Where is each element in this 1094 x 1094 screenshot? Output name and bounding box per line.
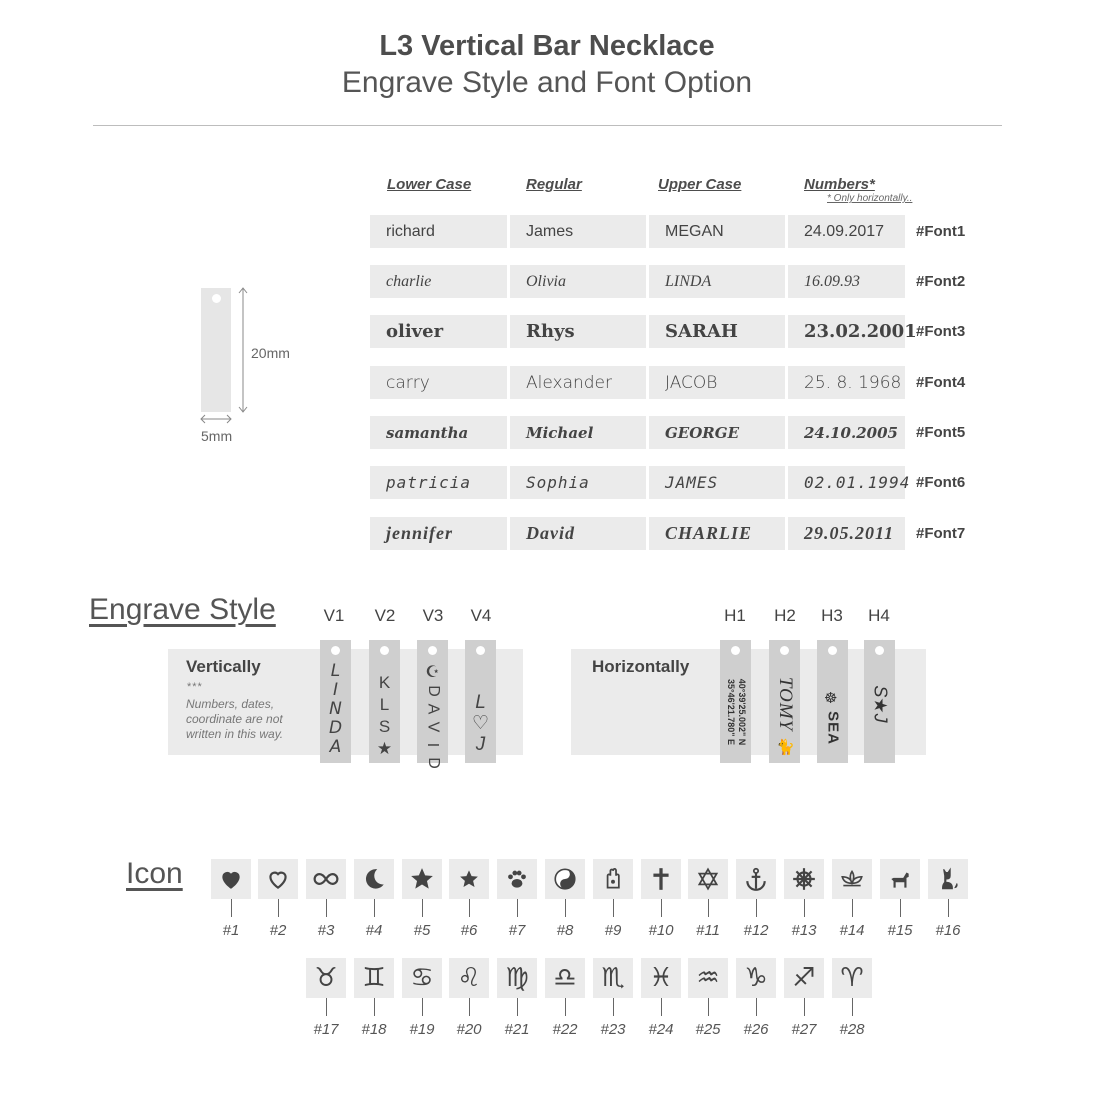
font-sample-upper-case: MEGAN bbox=[649, 215, 785, 248]
icon-leader-line bbox=[804, 998, 805, 1016]
font-sample-regular: Michael bbox=[510, 416, 646, 449]
aries-icon: ♈ bbox=[832, 958, 872, 998]
font-tag: #Font1 bbox=[916, 223, 966, 240]
font-sample-upper-case: LINDA bbox=[649, 265, 785, 298]
font-sample-regular: David bbox=[510, 517, 646, 550]
lotus-icon bbox=[832, 859, 872, 899]
icon-leader-line bbox=[326, 899, 327, 917]
scorpio-icon: ♏ bbox=[593, 958, 633, 998]
icon-leader-line bbox=[756, 899, 757, 917]
heart-icon bbox=[211, 859, 251, 899]
star-of-david-icon bbox=[688, 859, 728, 899]
icon-number: #2 bbox=[269, 922, 287, 939]
infinity-icon bbox=[306, 859, 346, 899]
h1-label: H1 bbox=[724, 606, 746, 625]
v1-label: V1 bbox=[323, 606, 345, 625]
star-small-icon bbox=[449, 859, 489, 899]
column-header-lower-case: Lower Case bbox=[387, 176, 472, 193]
v3-label: V3 bbox=[422, 606, 444, 625]
icon-number: #26 bbox=[743, 1021, 769, 1038]
icon-leader-line bbox=[469, 899, 470, 917]
column-header-upper-case: Upper Case bbox=[658, 176, 742, 193]
icon-leader-line bbox=[469, 998, 470, 1016]
tag-hole bbox=[380, 646, 389, 655]
font-tag: #Font4 bbox=[916, 374, 966, 391]
sagittarius-icon: ♐ bbox=[784, 958, 824, 998]
font-tag: #Font2 bbox=[916, 273, 966, 290]
height-dimension-arrow bbox=[236, 286, 250, 414]
horizontal-title: Horizontally bbox=[592, 657, 690, 676]
icon-leader-line bbox=[708, 899, 709, 917]
capricorn-icon: ♑ bbox=[736, 958, 776, 998]
icon-leader-line bbox=[661, 899, 662, 917]
icon-leader-line bbox=[708, 998, 709, 1016]
ship-wheel-icon bbox=[784, 859, 824, 899]
icon-number: #8 bbox=[556, 922, 574, 939]
star-icon: ★ bbox=[376, 739, 393, 758]
page-title: L3 Vertical Bar Necklace bbox=[379, 30, 715, 62]
font-sample-lower-case: charlie bbox=[370, 265, 507, 298]
icon-number: #13 bbox=[791, 922, 817, 939]
icon-number: #6 bbox=[460, 922, 478, 939]
font-sample-lower-case: carry bbox=[370, 366, 507, 399]
taurus-icon: ♉ bbox=[306, 958, 346, 998]
icon-number: #27 bbox=[791, 1021, 817, 1038]
star-icon bbox=[402, 859, 442, 899]
font-tag: #Font3 bbox=[916, 323, 966, 340]
font-sample-regular: Olivia bbox=[510, 265, 646, 298]
icon-number: #4 bbox=[365, 922, 383, 939]
anchor-icon bbox=[736, 859, 776, 899]
icon-number: #28 bbox=[839, 1021, 865, 1038]
font-sample-regular: Rhys bbox=[510, 315, 646, 348]
tag-hole bbox=[476, 646, 485, 655]
font-tag: #Font6 bbox=[916, 474, 966, 491]
font-sample-upper-case: JACOB bbox=[649, 366, 785, 399]
tag-hole bbox=[428, 646, 437, 655]
cancer-icon: ♋ bbox=[402, 958, 442, 998]
icon-leader-line bbox=[565, 899, 566, 917]
v4-label: V4 bbox=[470, 606, 492, 625]
tag-hole bbox=[780, 646, 789, 655]
icon-number: #22 bbox=[552, 1021, 578, 1038]
icon-number: #3 bbox=[317, 922, 335, 939]
tag-v3 bbox=[417, 640, 448, 769]
tag-h2 bbox=[769, 640, 800, 763]
column-header-numbers: Numbers* bbox=[804, 176, 875, 193]
icon-leader-line bbox=[517, 899, 518, 917]
icon-leader-line bbox=[231, 899, 232, 917]
tag-v3-text: ☪ D A V I D bbox=[424, 664, 442, 769]
tag-h4-text: S★J bbox=[870, 685, 890, 723]
icon-number: #17 bbox=[313, 1021, 339, 1038]
tag-v2 bbox=[369, 640, 400, 763]
icon-leader-line bbox=[852, 998, 853, 1016]
icon-number: #7 bbox=[508, 922, 526, 939]
font-sample-lower-case: patricia bbox=[370, 466, 507, 499]
font-sample-upper-case: JAMES bbox=[649, 466, 785, 499]
cross-icon bbox=[641, 859, 681, 899]
font-sample-upper-case: GEORGE bbox=[649, 416, 785, 449]
h4-label: H4 bbox=[868, 606, 890, 625]
font-tag: #Font7 bbox=[916, 525, 966, 542]
tag-v4-text: L ♡ J bbox=[471, 692, 490, 755]
font-sample-numbers: 24.09.2017 bbox=[788, 215, 905, 248]
tag-v1-text: L I N D A bbox=[328, 661, 343, 757]
icon-leader-line bbox=[756, 998, 757, 1016]
icon-number: #18 bbox=[361, 1021, 387, 1038]
tag-h1 bbox=[720, 640, 751, 763]
tag-v4 bbox=[465, 640, 496, 763]
icon-leader-line bbox=[422, 899, 423, 917]
font-tag: #Font5 bbox=[916, 424, 966, 441]
font-sample-lower-case: oliver bbox=[370, 315, 507, 348]
numbers-note: * Only horizontally.. bbox=[827, 193, 913, 204]
vertical-note: Numbers, dates, coordinate are not written in this way. bbox=[186, 697, 284, 741]
icon-leader-line bbox=[326, 998, 327, 1016]
icon-number: #23 bbox=[600, 1021, 626, 1038]
tag-h3-text: SEA bbox=[824, 711, 841, 745]
icon-number: #20 bbox=[456, 1021, 482, 1038]
icon-number: #21 bbox=[504, 1021, 530, 1038]
font-sample-lower-case: jennifer bbox=[370, 517, 507, 550]
icon-leader-line bbox=[374, 998, 375, 1016]
cat-icon bbox=[928, 859, 968, 899]
icon-leader-line bbox=[422, 998, 423, 1016]
font-sample-lower-case: samantha bbox=[370, 416, 507, 449]
icon-leader-line bbox=[613, 899, 614, 917]
icon-leader-line bbox=[804, 899, 805, 917]
aquarius-icon: ♒ bbox=[688, 958, 728, 998]
icon-number: #11 bbox=[696, 922, 720, 939]
column-header-regular: Regular bbox=[526, 176, 582, 193]
icon-leader-line bbox=[661, 998, 662, 1016]
tag-h4 bbox=[864, 640, 895, 763]
font-sample-numbers: 02.01.1994 bbox=[788, 466, 905, 499]
icon-leader-line bbox=[517, 998, 518, 1016]
vertical-title: Vertically bbox=[186, 657, 261, 676]
virgo-icon: ♍ bbox=[497, 958, 537, 998]
gemini-icon: ♊ bbox=[354, 958, 394, 998]
icon-leader-line bbox=[852, 899, 853, 917]
dog-icon bbox=[880, 859, 920, 899]
icon-number: #10 bbox=[648, 922, 674, 939]
header-divider bbox=[93, 125, 1002, 126]
icon-number: #9 bbox=[604, 922, 622, 939]
icon-leader-line bbox=[613, 998, 614, 1016]
cat-icon: 🐈 bbox=[776, 739, 795, 756]
v2-label: V2 bbox=[374, 606, 396, 625]
icon-leader-line bbox=[948, 899, 949, 917]
engrave-style-heading: Engrave Style bbox=[89, 593, 276, 626]
icon-leader-line bbox=[278, 899, 279, 917]
h3-label: H3 bbox=[821, 606, 843, 625]
font-sample-numbers: 24.10.2005 bbox=[788, 416, 905, 449]
crescent-moon-icon bbox=[354, 859, 394, 899]
tag-hole bbox=[875, 646, 884, 655]
libra-icon: ♎ bbox=[545, 958, 585, 998]
icon-leader-line bbox=[374, 899, 375, 917]
tag-hole bbox=[731, 646, 740, 655]
font-sample-lower-case: richard bbox=[370, 215, 507, 248]
heart-outline-icon: ♡ bbox=[471, 713, 490, 734]
hamsa-icon bbox=[593, 859, 633, 899]
icon-leader-line bbox=[565, 998, 566, 1016]
tag-hole bbox=[331, 646, 340, 655]
font-sample-numbers: 23.02.2001 bbox=[788, 315, 905, 348]
crescent-moon-icon: ☪ bbox=[425, 664, 440, 681]
tag-h2-text: TOMY bbox=[774, 676, 796, 732]
page-subtitle: Engrave Style and Font Option bbox=[341, 66, 753, 99]
tag-v2-text: K L S ★ bbox=[376, 673, 393, 758]
tag-h1-text: 40°39'25.002" N 35°46'21.780" E bbox=[725, 678, 747, 746]
icon-number: #14 bbox=[839, 922, 865, 939]
icon-number: #16 bbox=[935, 922, 961, 939]
h2-label: H2 bbox=[774, 606, 796, 625]
font-sample-numbers: 29.05.2011 bbox=[788, 517, 905, 550]
vertical-stars: *** bbox=[187, 681, 203, 693]
font-sample-numbers: 16.09.93 bbox=[788, 265, 905, 298]
width-dimension-arrow bbox=[199, 413, 233, 425]
font-sample-regular: Sophia bbox=[510, 466, 646, 499]
font-sample-regular: James bbox=[510, 215, 646, 248]
leo-icon: ♌ bbox=[449, 958, 489, 998]
icon-leader-line bbox=[900, 899, 901, 917]
font-sample-upper-case: SARAH bbox=[649, 315, 785, 348]
pisces-icon: ♓ bbox=[641, 958, 681, 998]
tag-hole bbox=[828, 646, 837, 655]
icon-number: #1 bbox=[222, 922, 240, 939]
paw-icon bbox=[497, 859, 537, 899]
bar-hole bbox=[212, 294, 221, 303]
height-label: 20mm bbox=[251, 345, 290, 361]
tag-v1 bbox=[320, 640, 351, 763]
icon-number: #25 bbox=[695, 1021, 721, 1038]
icon-number: #15 bbox=[887, 922, 913, 939]
icon-number: #19 bbox=[409, 1021, 435, 1038]
heart-outline-icon bbox=[258, 859, 298, 899]
font-sample-numbers: 25. 8. 1968 bbox=[788, 366, 905, 399]
tag-h3 bbox=[817, 640, 848, 763]
bar-size-diagram bbox=[201, 288, 231, 412]
icon-number: #24 bbox=[648, 1021, 674, 1038]
icon-heading: Icon bbox=[126, 857, 183, 890]
icon-number: #5 bbox=[413, 922, 431, 939]
font-sample-regular: Alexander bbox=[510, 366, 646, 399]
width-label: 5mm bbox=[201, 428, 233, 444]
icon-number: #12 bbox=[743, 922, 769, 939]
ship-wheel-icon: ☸ bbox=[824, 690, 838, 707]
font-sample-upper-case: CHARLIE bbox=[649, 517, 785, 550]
yin-yang-icon bbox=[545, 859, 585, 899]
